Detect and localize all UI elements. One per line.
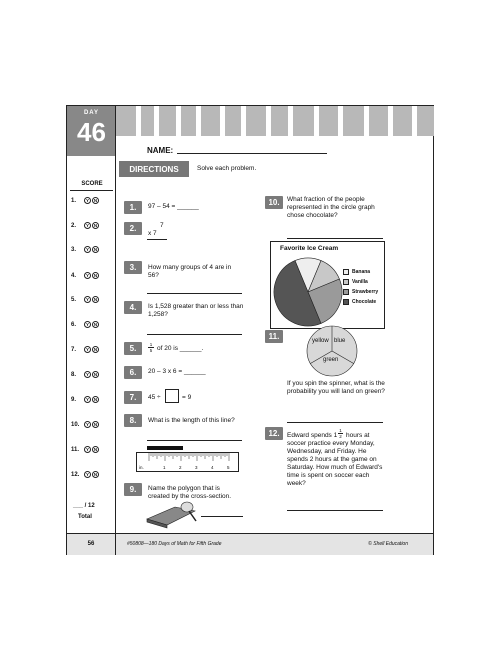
question-7-right: = 9 — [182, 394, 192, 401]
no-bubble[interactable]: N — [93, 247, 98, 252]
yes-bubble[interactable]: Y — [85, 247, 89, 252]
legend-label: Chocolate — [352, 299, 377, 305]
answer-line-12[interactable] — [287, 510, 383, 511]
question-5-text: of 20 is ______. — [157, 345, 204, 352]
question-number-3: 3. — [124, 261, 142, 274]
legend-label: Banana — [352, 269, 371, 275]
answer-line-3[interactable] — [147, 293, 242, 294]
question-12-text-a: Edward spends 1 — [287, 432, 338, 439]
total-score-field[interactable]: ___ / 12 — [73, 503, 95, 509]
question-number-4: 4. — [124, 301, 142, 314]
yes-bubble[interactable]: Y — [85, 372, 89, 377]
legend-item — [343, 269, 370, 275]
score-row-label: 11. — [71, 446, 80, 453]
score-row — [71, 321, 99, 328]
answer-line-4[interactable] — [147, 334, 242, 335]
legend-swatch — [343, 269, 349, 275]
score-row — [71, 446, 99, 453]
question-4-text: Is 1,528 greater than or less than 1,258? — [148, 303, 244, 318]
ruler — [136, 452, 239, 472]
score-row-label: 10. — [71, 421, 80, 428]
yes-bubble[interactable]: Y — [85, 447, 89, 452]
question-number-6: 6. — [124, 366, 142, 379]
no-bubble[interactable]: N — [93, 447, 98, 452]
question-8-text: What is the length of this line? — [148, 417, 235, 424]
yes-bubble[interactable]: Y — [85, 422, 89, 427]
no-bubble[interactable]: N — [93, 198, 98, 203]
yes-bubble[interactable]: Y — [85, 223, 89, 228]
legend-label: Vanilla — [352, 279, 368, 285]
no-bubble[interactable]: N — [93, 273, 98, 278]
day-label: DAY — [83, 110, 100, 116]
legend-swatch — [343, 279, 349, 285]
publisher: © Shell Education — [368, 541, 408, 547]
measure-line — [147, 446, 183, 450]
legend-item — [343, 279, 368, 285]
question-10-text: What fraction of the people represented in the circle graph chose chocolate? — [287, 196, 375, 219]
directions-tab: DIRECTIONS — [119, 161, 189, 177]
cross-section-prism-image — [145, 499, 203, 529]
score-row-label: 7. — [71, 346, 77, 353]
question-number-11: 11. — [265, 330, 283, 343]
score-row — [71, 272, 99, 279]
header-banner — [116, 106, 434, 136]
answer-line-8[interactable] — [147, 440, 242, 441]
ruler-tick-label: 4 — [211, 465, 214, 470]
question-6-text: 20 – 3 x 6 = ______ — [148, 368, 206, 375]
pie-chart — [270, 254, 346, 330]
score-sidebar — [67, 106, 116, 533]
question-2-top: 7 — [160, 222, 164, 229]
footer — [67, 533, 433, 555]
score-row — [71, 421, 99, 428]
question-number-8: 8. — [124, 414, 142, 427]
question-9-text: Name the polygon that is created by the cross-section. — [148, 485, 232, 500]
score-row-label: 8. — [71, 371, 77, 378]
book-title: #50808—180 Days of Math for Fifth Grade — [127, 541, 222, 547]
legend-label: Strawberry — [352, 289, 379, 295]
question-number-7: 7. — [124, 391, 142, 404]
score-row-label: 2. — [71, 222, 77, 229]
no-bubble[interactable]: N — [93, 322, 98, 327]
yes-bubble[interactable]: Y — [85, 347, 89, 352]
score-row-label: 1. — [71, 197, 77, 204]
answer-line-9[interactable] — [201, 516, 243, 517]
question-number-12: 12. — [265, 427, 283, 440]
spinner-section-green: green — [323, 357, 339, 363]
question-5-fraction-numerator: 1 — [149, 342, 153, 347]
legend-item — [343, 289, 378, 295]
score-row-label: 6. — [71, 321, 77, 328]
yes-bubble[interactable]: Y — [85, 322, 89, 327]
worksheet-page — [66, 105, 434, 555]
score-row — [71, 197, 99, 204]
name-label: NAME: — [147, 146, 174, 155]
score-row — [71, 471, 99, 478]
score-row-label: 4. — [71, 272, 77, 279]
no-bubble[interactable]: N — [93, 472, 98, 477]
question-12-text-b: hours at — [346, 432, 370, 439]
score-title: SCORE — [81, 181, 103, 187]
total-label: Total — [78, 514, 92, 520]
legend-swatch — [343, 299, 349, 305]
score-row — [71, 371, 99, 378]
score-row — [71, 346, 99, 353]
ruler-unit: in. — [139, 465, 144, 470]
yes-bubble[interactable]: Y — [85, 472, 89, 477]
question-12-text-c: soccer practice every Monday, Wednesday, and Friday. He spends 2 hours at the game on Saturday. How much of Edward's time is spent on soccer each week? — [287, 440, 383, 487]
score-row-label: 5. — [71, 296, 77, 303]
directions-text: Solve each problem. — [197, 165, 257, 172]
question-number-1: 1. — [124, 201, 142, 214]
spinner-section-blue: blue — [334, 338, 346, 344]
no-bubble[interactable]: N — [93, 397, 98, 402]
chart-title: Favorite Ice Cream — [280, 245, 339, 252]
question-12-fraction-numerator: 1 — [339, 428, 342, 433]
answer-line-11[interactable] — [287, 422, 383, 423]
question-12-fraction-denominator: 2 — [339, 434, 342, 439]
score-row-label: 9. — [71, 396, 77, 403]
score-row-label: 12. — [71, 471, 80, 478]
score-row — [71, 246, 99, 253]
answer-line-10[interactable] — [287, 238, 383, 239]
no-bubble[interactable]: N — [93, 372, 98, 377]
no-bubble[interactable]: N — [93, 422, 98, 427]
question-2-bottom: x 7 — [148, 230, 157, 237]
ruler-tick-label: 2 — [179, 465, 182, 470]
yes-bubble[interactable]: Y — [85, 297, 89, 302]
day-number: 46 — [77, 117, 106, 147]
legend-item — [343, 299, 376, 305]
no-bubble[interactable]: N — [93, 297, 98, 302]
spinner — [305, 324, 359, 378]
question-5-fraction-denominator: 5 — [149, 348, 153, 353]
question-number-2: 2. — [124, 222, 142, 235]
yes-bubble[interactable]: Y — [85, 273, 89, 278]
yes-bubble[interactable]: Y — [85, 397, 89, 402]
yes-bubble[interactable]: Y — [85, 198, 89, 203]
score-row — [71, 222, 99, 229]
no-bubble[interactable]: N — [93, 223, 98, 228]
page-number: 56 — [67, 534, 116, 555]
question-7-answer-box[interactable] — [165, 389, 179, 403]
score-row — [71, 296, 99, 303]
ruler-tick-label: 3 — [195, 465, 198, 470]
question-1-text: 97 – 54 = ______ — [148, 203, 199, 210]
name-field[interactable] — [177, 153, 327, 154]
score-row-label: 3. — [71, 246, 77, 253]
question-number-9: 9. — [124, 483, 142, 496]
ruler-tick-label: 5 — [227, 465, 230, 470]
no-bubble[interactable]: N — [93, 347, 98, 352]
question-number-5: 5. — [124, 342, 142, 355]
question-3-text: How many groups of 4 are in 56? — [148, 264, 232, 279]
score-row — [71, 396, 99, 403]
spinner-section-yellow: yellow — [312, 338, 329, 344]
question-7-left: 45 ÷ — [148, 394, 161, 401]
ruler-tick-label: 1 — [163, 465, 166, 470]
question-number-10: 10. — [265, 196, 283, 209]
legend-swatch — [343, 289, 349, 295]
question-11-text: If you spin the spinner, what is the probability you will land on green? — [287, 380, 385, 395]
